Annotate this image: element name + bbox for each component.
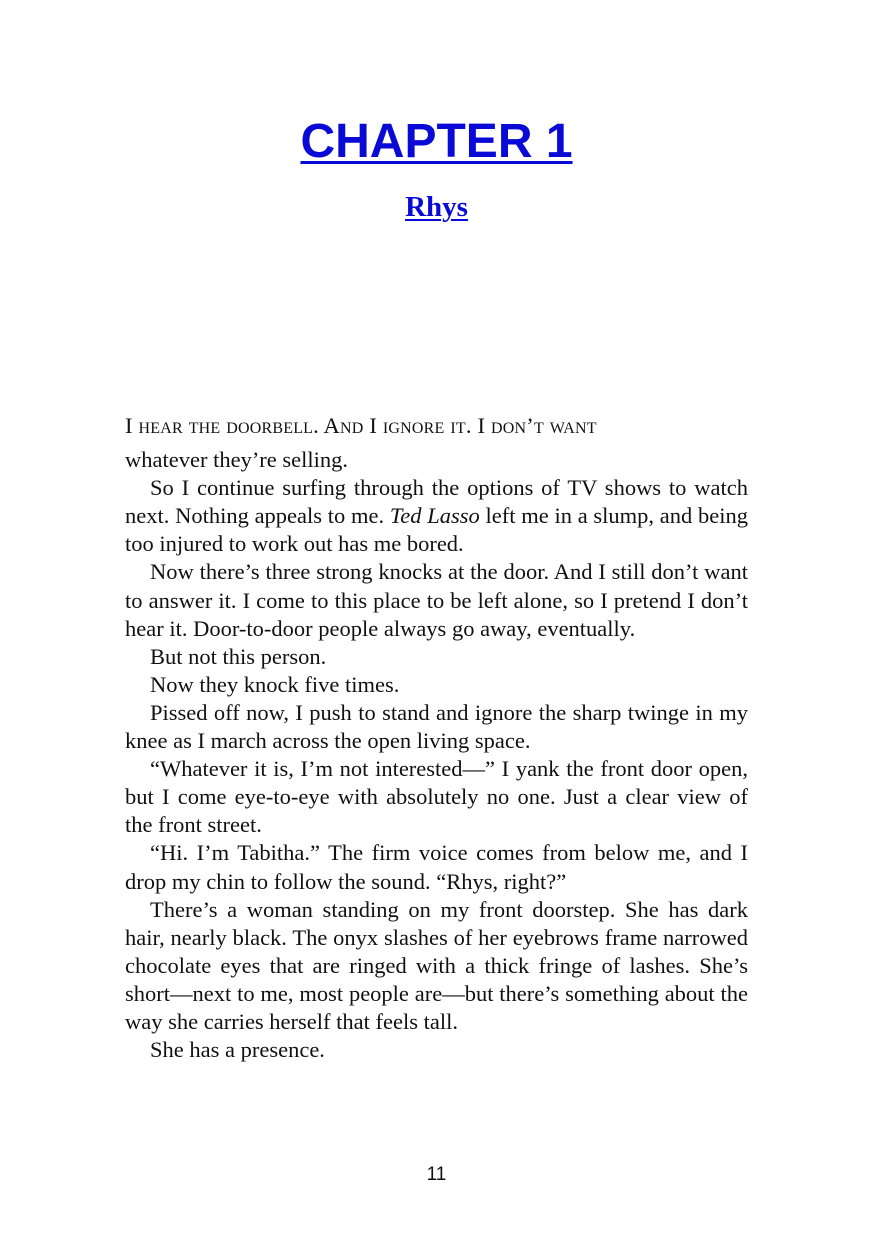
paragraph-1 <box>125 412 748 474</box>
paragraph-9: There’s a woman standing on my front doorstep. She has dark hair, nearly black. The onyx slashes of her eyebrows frame narrowed chocolate eyes that are ringed with a thick fringe of lashes. She’s short—next to me, most people are—but there’s something about the way she carries herself that feels tall. <box>125 896 748 1034</box>
page-number: 11 <box>426 1164 447 1185</box>
paragraph-3: Now there’s three strong knocks at the door. And I still don’t want to answer it. I come to this place to be left alone, so I pretend I don’t hear it. Door-to-door people always go away, eventually. <box>125 559 748 641</box>
paragraph-4: But not this person. <box>150 643 327 669</box>
chapter-subtitle[interactable] <box>0 188 873 226</box>
paragraph-8: “Hi. I’m Tabitha.” The firm voice comes from below me, and I drop my chin to follow the sound. “Rhys, right?” <box>125 840 748 894</box>
paragraph-7: “Whatever it is, I’m not interested—” I yank the front door open, but I come eye-to-eye with absolutely no one. Just a clear view of the front street. <box>125 756 748 838</box>
paragraph-6: Pissed off now, I push to stand and ignore the sharp twinge in my knee as I march across the open living space. <box>125 699 748 754</box>
paragraph-1-lead: I hear the doorbell. And I ignore it. I don’t want <box>125 413 597 438</box>
chapter-subtitle-link[interactable]: Rhys <box>405 191 468 223</box>
chapter-body <box>125 412 748 1064</box>
paragraph-2-italic: Ted Lasso <box>389 503 480 529</box>
paragraph-1-rest: whatever they’re selling. <box>125 447 349 473</box>
chapter-title-link[interactable]: CHAPTER 1 <box>300 115 573 168</box>
paragraph-5: Now they knock five times. <box>150 671 400 697</box>
paragraph-2-text: So I continue surfing through the options of TV shows to watch next. Nothing appeals to me. <box>125 475 748 529</box>
chapter-title[interactable] <box>0 113 873 171</box>
paragraph-2-rest: left me in a slump, and being too injured to work out has me bored. <box>125 503 748 557</box>
paragraph-10: She has a presence. <box>150 1037 325 1063</box>
paragraph-2 <box>125 474 748 558</box>
